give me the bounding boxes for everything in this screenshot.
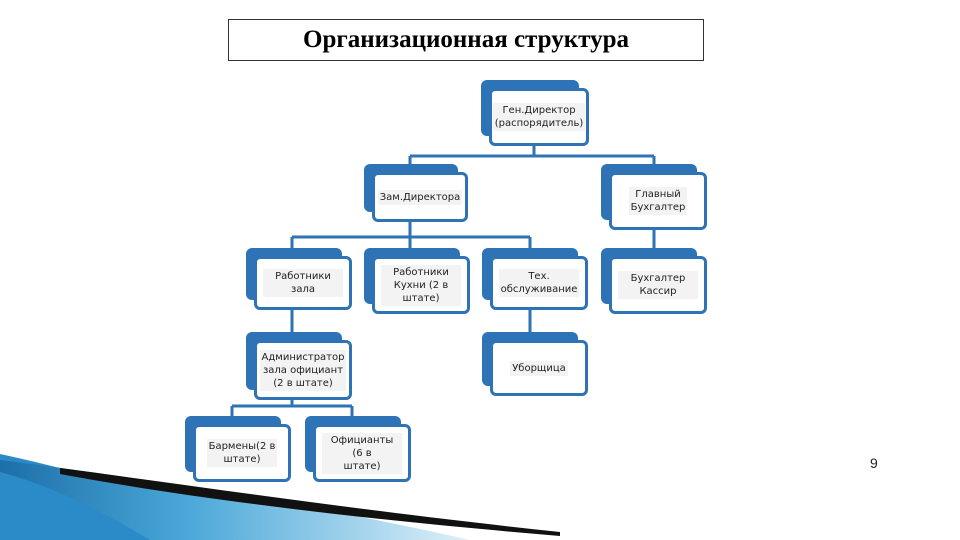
node-kitchen-workers: Работники Кухни (2 в штате) [372,256,470,314]
node-cleaner: Уборщица [490,340,588,396]
node-tech-service: Тех. обслуживание [490,256,588,310]
node-deputy-director: Зам.Директора [372,172,468,222]
node-waiters: Официанты (6 в штате) [313,424,411,482]
slide-title: Организационная структура [228,19,704,61]
node-chief-accountant: Главный Бухгалтер [609,172,707,230]
node-hall-admin: Администратор зала официант (2 в штате) [254,340,352,400]
node-barmen: Бармены(2 в штате) [193,424,291,482]
node-hall-workers: Работники зала [254,256,352,310]
node-accountant-cashier: Бухгалтер Кассир [609,256,707,314]
decorative-swoosh [0,450,960,540]
page-number: 9 [870,455,878,471]
node-gen-director: Ген.Директор (распорядитель) [489,88,589,146]
